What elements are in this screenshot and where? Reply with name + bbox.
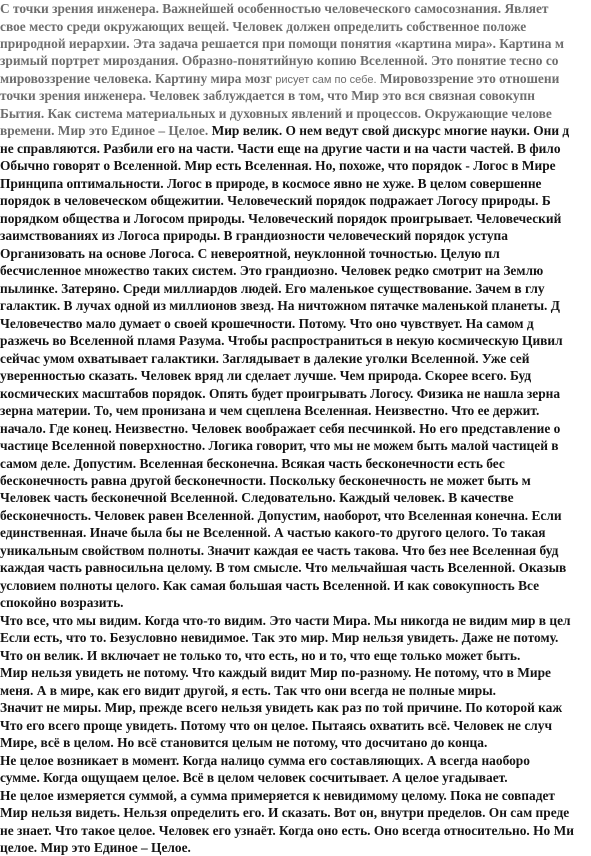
text-line: начало. Где конец. Неизвестно. Человек воображает себя песчинкой. Но его представление о (0, 420, 561, 436)
text-line: Значит не миры. Мир, прежде всего нельзя увидеть как раз по той причине. По которой каж (0, 700, 563, 716)
text-line: Человечество мало думает о своей крошечности. Потому. Что оно чувствует. На самом д (0, 315, 534, 331)
text-line: бесконечность. Человек равен Вселенной. Допустим, наоборот, что Вселенная конечна. Если (0, 507, 562, 523)
text-line: свое место среди окружающих вещей. Человек должен определить собственное положе (0, 18, 527, 34)
text-span: времени. Мир это Единое – Целое. (0, 123, 209, 139)
text-line: Не целое измеряется суммой, а сумма примеряется к невидимому целому. Пока не совпадет (0, 787, 555, 803)
text-line: Человек часть бесконечной Вселенной. Следовательно. Каждый человек. В качестве (0, 490, 514, 506)
text-line: бесконечность равна другой бесконечности. Поскольку бесконечность не может быть м (0, 473, 531, 488)
text-line: бесчисленное множество таких систем. Это грандиозно. Человек редко смотрит на Землю (0, 263, 544, 279)
text-line: Бытия. Как система материальных и духовных явлений и процессов. Окружающие челове (0, 105, 552, 121)
text-line: зримый портрет мироздания. Образно-понятийную копию Вселенной. Это понятие тесно со (0, 53, 559, 69)
text-line: сумме. Когда ощущаем целое. Всё в целом человек сосчитывает. А целое угадывает. (0, 770, 508, 786)
text-line (0, 122, 591, 139)
text-line: природной иерархии. Эта задача решается при помощи понятия «картина мира». Картина м (0, 36, 564, 51)
text-line: меня. А в мире, как его видит другой, я есть. Так что они всегда не полные миры. (0, 682, 496, 698)
text-line: уникальным свойством полноты. Значит каждая ее часть такова. Что без нее Вселенная буд (0, 542, 559, 558)
text-line: космических масштабов порядок. Опять будет проигрывать Логосу. Физика не нашла зерна (0, 385, 561, 401)
text-line: порядок в человеческом общежитии. Человеческий порядок подражает Логосу природы. Б (0, 193, 551, 209)
text-line: частице Вселенной поверхностно. Логика говорит, что мы не можем быть малой частицей в (0, 438, 559, 453)
text-line: галактик. В лучах одной из миллионов звезд. На ничтожном пятачке маленькой планеты. Д (0, 298, 560, 314)
text-line: Не целое возникает в момент. Когда налицо сумма его составляющих. А всегда наоборо (0, 752, 530, 768)
text-line: не знает. Что такое целое. Человек его узнаёт. Когда оно есть. Оно всегда относительно. Но Ми (0, 822, 574, 838)
text-line: целое. Мир это Единое – Целое. (0, 840, 191, 855)
text-line: Обычно говорят о Вселенной. Мир есть Вселенная. Но, похоже, что порядок - Логос в Мире (0, 158, 556, 174)
text-span: Мировоззрение это отношени (376, 70, 560, 86)
text-line: каждая часть равносильна целому. В том смысле. Что мельчайшая часть Вселенной. Оказыв (0, 560, 567, 576)
text-line: сейчас умом охватывает галактики. Заглядывает в далекие уголки Вселенной. Уже сей (0, 350, 530, 366)
text-line: разжечь во Вселенной пламя Разума. Чтобы распространиться в некую космическую Цивил (0, 333, 563, 349)
text-line: не справляются. Разбили его на части. Части еще на другие части и на части частей. В фило (0, 140, 561, 156)
text-line: порядком общества и Логосом природы. Человеческий порядок проигрывает. Человеческий (0, 210, 562, 226)
text-line: зерна материи. То, чем пронизана и чем сцеплена Вселенная. Неизвестно. Что ее держит. (0, 403, 540, 418)
text-line: Что все, что мы видим. Когда что-то видим. Это части Мира. Мы никогда не видим мир в цел (0, 612, 571, 628)
text-line: Что его всего проще увидеть. Потому что он целое. Пытаясь охватить всё. Человек не случ (0, 717, 553, 733)
text-span: Мир велик. О нем ведут свой дискурс многие науки. Они д (208, 123, 570, 139)
text-span: рисует сам по себе. (275, 73, 377, 86)
text-span: мировоззрение человека. Картину мира мозг (0, 70, 276, 86)
text-line: уверенностью сказать. Человек вряд ли сделает лучше. Чем природа. Скорее всего. Буд (0, 368, 532, 384)
text-line: Организовать на основе Логоса. С невероятной, неуклонной точностью. Целую пл (0, 245, 500, 261)
text-line: единственная. Иначе была бы не Вселенной. А частью какого-то другого целого. То такая (0, 525, 546, 541)
text-line: точки зрения инженера. Человек заблуждается в том, что Мир это вся связная совокупн (0, 88, 535, 104)
text-line: Если есть, что то. Безусловно невидимое. Так это мир. Мир нельзя увидеть. Даже не потому. (0, 630, 559, 646)
text-line: спокойно возразить. (0, 595, 124, 611)
text-line: Что он велик. И включает не только то, что есть, но и то, что еще только может быть. (0, 647, 521, 663)
text-line: Мир нельзя видеть. Нельзя определить его. И сказать. Вот он, внутри пределов. Он сам преде (0, 805, 570, 821)
text-line: С точки зрения инженера. Важнейшей особенностью человеческого самосознания. Являет (0, 1, 549, 16)
text-line: Принципа оптимальности. Логос в природе, в космосе явно не хуже. В целом совершенне (0, 175, 542, 191)
text-line: самом деле. Допустим. Вселенная бесконечна. Всякая часть бесконечности есть бес (0, 455, 505, 471)
text-line: Мир нельзя увидеть не потому. Что каждый видит Мир по-разному. Не потому, что в Мире (0, 665, 551, 681)
text-line: заимствованиях из Логоса природы. В грандиозности человеческий порядок уступа (0, 228, 508, 244)
text-line (0, 70, 591, 87)
text-line: условием полноты целого. Как самая большая часть Вселенной. И как совокупность Все (0, 577, 540, 593)
text-line: Мире, всё в целом. Но всё становится целым не потому, что досчитано до конца. (0, 735, 488, 751)
text-line: пылинке. Затеряно. Среди миллиардов людей. Его маленькое существование. Зачем в глу (0, 280, 545, 296)
